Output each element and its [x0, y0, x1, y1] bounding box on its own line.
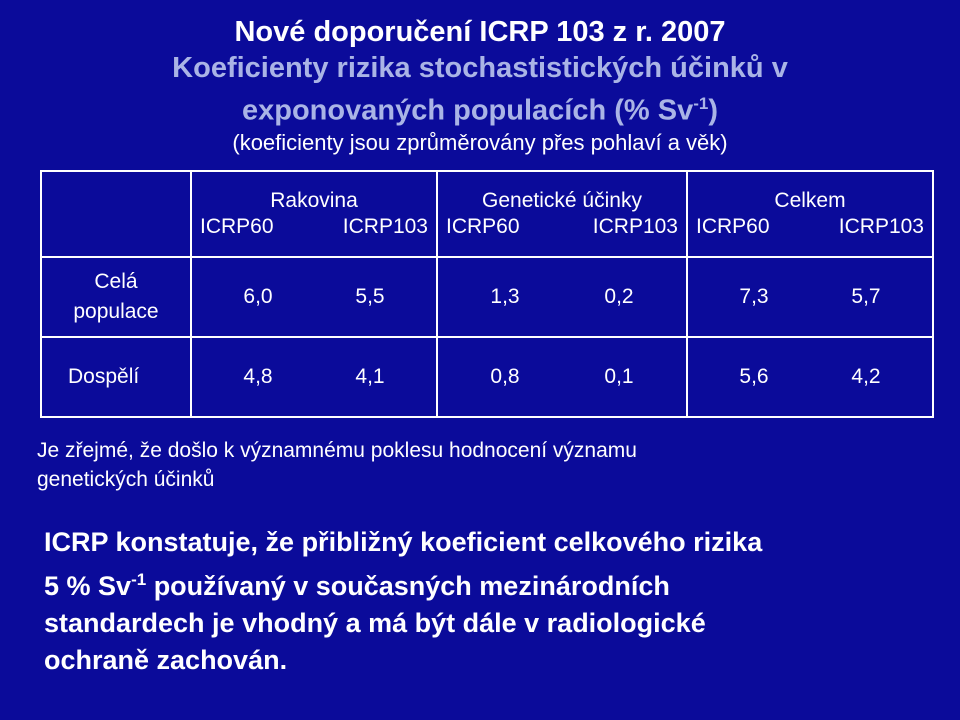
header-genetic-label: Genetické účinky — [482, 189, 642, 212]
cell-genetic — [437, 257, 687, 337]
cell-genetic — [437, 337, 687, 417]
value-cell: 5,7 — [851, 285, 881, 308]
value-cell: 6,0 — [243, 285, 273, 308]
value-cell: 0,1 — [604, 365, 634, 388]
value-cell: 4,2 — [851, 365, 881, 388]
conclusion-line-4: ochraně zachován. — [44, 645, 288, 675]
header-total-icrp103: ICRP103 — [838, 215, 924, 238]
table-row — [41, 337, 933, 417]
header-total-label: Celkem — [774, 189, 846, 212]
header-genetic-icrp60: ICRP60 — [446, 215, 520, 238]
title-line-1: Nové doporučení ICRP 103 z r. 2007 — [234, 16, 726, 48]
value-cell: 0,2 — [604, 285, 634, 308]
conclusion-text — [44, 524, 934, 679]
title-line-3-sup: -1 — [693, 94, 709, 113]
value-cell: 7,3 — [739, 285, 769, 308]
header-total-icrp60: ICRP60 — [696, 215, 770, 238]
row-label-line-2: populace — [73, 300, 159, 323]
conclusion-line-2-end: používaný v současných mezinárodních — [146, 571, 670, 601]
risk-coefficient-table — [40, 170, 934, 418]
conclusion-line-1: ICRP konstatuje, že přibližný koeficient celkového rizika — [44, 527, 763, 557]
cell-total — [687, 337, 933, 417]
title-line-3-end: ) — [708, 94, 718, 127]
header-cancer-label: Rakovina — [270, 189, 358, 212]
value-cell: 4,8 — [243, 365, 273, 388]
value-cell: 0,8 — [490, 365, 520, 388]
value-cell: 4,1 — [355, 365, 385, 388]
header-cancer-icrp103: ICRP103 — [342, 215, 428, 238]
cell-cancer — [191, 257, 437, 337]
title-line-3 — [0, 86, 960, 129]
header-genetic-icrp103: ICRP103 — [592, 215, 678, 238]
table-row — [41, 257, 933, 337]
table-corner-cell — [41, 171, 191, 257]
header-cancer-icrp60: ICRP60 — [200, 215, 274, 238]
slide-title — [0, 14, 960, 157]
title-line-4: (koeficienty jsou zprůměrovány přes pohlaví a věk) — [232, 129, 728, 155]
header-genetic — [437, 171, 687, 257]
row-label-whole-population — [41, 257, 191, 337]
note-line-2: genetických účinků — [37, 468, 215, 491]
header-total — [687, 171, 933, 257]
row-label-adults: Dospělí — [41, 337, 191, 417]
value-cell: 1,3 — [490, 285, 520, 308]
value-cell: 5,5 — [355, 285, 385, 308]
conclusion-line-2-sup: -1 — [131, 570, 147, 589]
conclusion-line-2-text: 5 % Sv — [44, 571, 132, 601]
note-line-1: Je zřejmé, že došlo k významnému poklesu hodnocení významu — [37, 439, 637, 462]
value-cell: 5,6 — [739, 365, 769, 388]
conclusion-line-2 — [44, 561, 934, 605]
cell-total — [687, 257, 933, 337]
conclusion-line-3: standardech je vhodný a má být dále v radiologické — [44, 608, 706, 638]
row-label-line-1: Celá — [94, 270, 138, 293]
table-header-row — [41, 171, 933, 257]
title-line-2: Koeficienty rizika stochastistických účinků v — [172, 52, 788, 84]
title-line-3-text: exponovaných populacích (% Sv — [241, 94, 694, 127]
cell-cancer — [191, 337, 437, 417]
header-cancer — [191, 171, 437, 257]
note-text — [37, 436, 927, 494]
